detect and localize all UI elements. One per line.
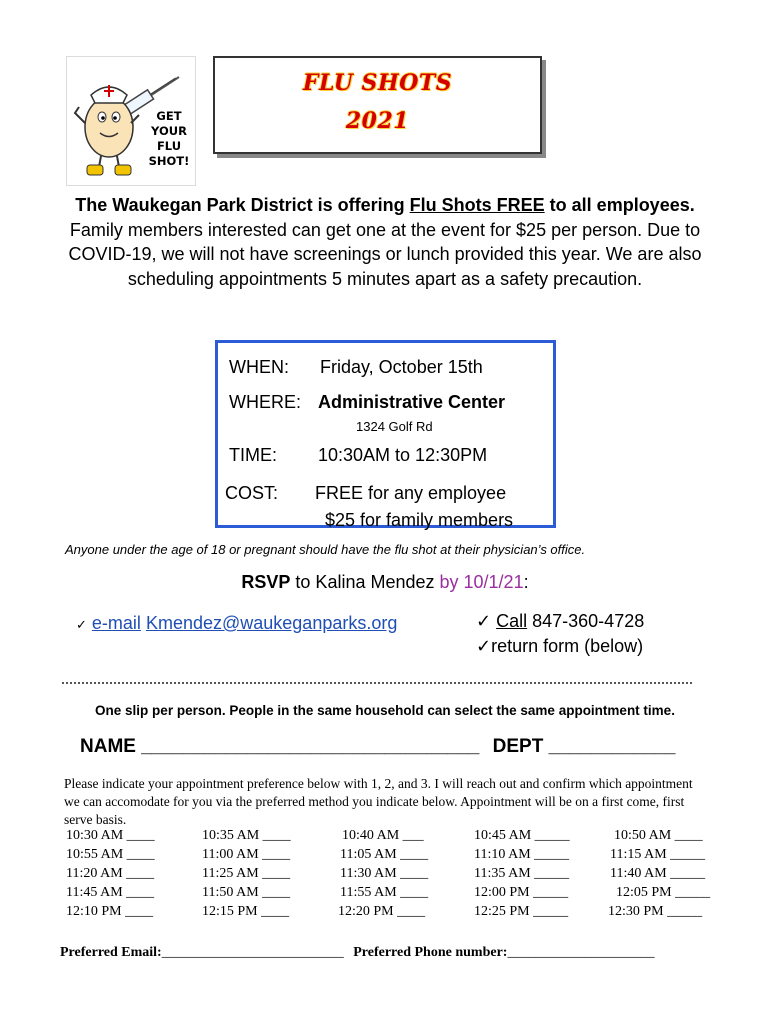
rsvp-deadline: by 10/1/21	[439, 572, 524, 592]
bubble-line: YOUR	[151, 124, 187, 138]
email-contact	[76, 613, 397, 634]
time-label: TIME:	[229, 445, 277, 465]
bubble-line: GET	[156, 109, 182, 123]
call-label: Call	[496, 611, 528, 631]
where-label: WHERE:	[229, 392, 301, 412]
intro-bold-underline: Flu Shots FREE	[409, 195, 545, 215]
bubble-line: SHOT!	[148, 154, 190, 168]
return-form-text: return form (below)	[491, 636, 644, 656]
one-slip-note: One slip per person. People in the same household can select the same appointment time.	[95, 703, 675, 718]
cost-value-employee: FREE for any employee	[315, 483, 507, 503]
appointment-instructions: Please indicate your appointment preference below with 1, 2, and 3. I will reach out and confirm which appointment we can accomodate for you via the preferred method you indicate below. Appointment will be on a first come, first serve basis.	[64, 776, 693, 827]
time-slot[interactable]: 11:15 AM _____	[610, 847, 706, 862]
phone-contact	[476, 611, 644, 632]
name-field[interactable]: ________________________________	[141, 736, 480, 757]
where-value: Administrative Center	[318, 392, 506, 412]
time-slot[interactable]: 11:05 AM ____	[340, 847, 429, 862]
checkmark-icon: ✓	[476, 611, 492, 631]
checkmark-icon: ✓	[76, 617, 87, 632]
cost-label: COST:	[225, 483, 279, 503]
preferred-email-label: Preferred Email:	[60, 945, 162, 960]
when-value: Friday, October 15th	[320, 357, 483, 377]
time-slot[interactable]: 12:05 PM _____	[616, 885, 711, 900]
email-link[interactable]: Kmendez@waukeganparks.org	[145, 613, 398, 633]
preferred-phone-label: Preferred Phone number:	[353, 945, 508, 960]
dept-label: DEPT	[492, 736, 544, 757]
when-label: WHEN:	[229, 357, 289, 377]
preferred-contact-row	[60, 945, 654, 961]
rsvp-colon: :	[523, 572, 529, 592]
time-slot[interactable]: 12:00 PM _____	[474, 885, 569, 900]
time-slot[interactable]: 10:35 AM ____	[202, 828, 291, 843]
time-slot[interactable]: 11:00 AM ____	[202, 847, 291, 862]
time-slot[interactable]: 11:30 AM ____	[340, 866, 429, 881]
intro-bold-lead: The Waukegan Park District is offering	[75, 195, 410, 215]
rsvp-to: to Kalina Mendez	[290, 572, 440, 592]
intro-bold-tail: to all employees.	[544, 195, 695, 215]
where-address: 1324 Golf Rd	[356, 419, 433, 434]
time-slot[interactable]: 10:45 AM _____	[474, 828, 570, 843]
time-slot[interactable]: 11:20 AM ____	[66, 866, 155, 881]
time-slot[interactable]: 12:10 PM ____	[66, 904, 154, 919]
checkmark-icon: ✓	[476, 636, 492, 656]
rsvp-label: RSVP	[241, 572, 291, 592]
event-details-box	[215, 340, 556, 528]
time-slot[interactable]: 11:25 AM ____	[202, 866, 291, 881]
time-slot[interactable]: 10:40 AM ___	[342, 828, 424, 843]
time-slot[interactable]: 11:35 AM _____	[474, 866, 570, 881]
time-slot[interactable]: 12:30 PM _____	[608, 904, 703, 919]
dept-field[interactable]: ____________	[548, 736, 676, 757]
bubble-line: FLU	[156, 139, 182, 153]
time-slot[interactable]: 11:40 AM _____	[610, 866, 706, 881]
time-value: 10:30AM to 12:30PM	[318, 445, 488, 465]
age-pregnancy-note: Anyone under the age of 18 or pregnant should have the flu shot at their physician’s office.	[65, 542, 586, 557]
email-label[interactable]: e-mail	[91, 613, 141, 633]
time-slot[interactable]: 10:55 AM ____	[66, 847, 155, 862]
phone-number: 847-360-4728	[527, 611, 645, 631]
time-slot[interactable]: 12:15 PM ____	[202, 904, 290, 919]
cost-value-family: $25 for family members	[325, 510, 514, 530]
time-slot[interactable]: 10:30 AM ____	[66, 828, 155, 843]
return-form-option	[476, 636, 643, 657]
title-year: 2021	[345, 108, 410, 134]
time-slot[interactable]: 11:10 AM _____	[474, 847, 570, 862]
title-box	[213, 56, 542, 154]
time-slot[interactable]: 11:45 AM ____	[66, 885, 155, 900]
preferred-phone-field[interactable]: _____________________	[507, 945, 655, 960]
page-title: FLU SHOTS	[302, 70, 453, 96]
time-slot[interactable]: 11:50 AM ____	[202, 885, 291, 900]
clipart-speech-bubble	[143, 109, 195, 169]
intro-body: Family members interested can get one at the event for $25 per person. Due to COVID-19, we will not have screenings or lunch provided this year. We are also scheduling appointments 5 minutes apart as a safety precaution.	[68, 219, 702, 289]
time-slot[interactable]: 10:50 AM ____	[614, 828, 703, 843]
preferred-email-field[interactable]: __________________________	[161, 945, 344, 960]
time-slot[interactable]: 12:25 PM _____	[474, 904, 569, 919]
name-label: NAME	[80, 736, 136, 757]
time-slot[interactable]: 11:55 AM ____	[340, 885, 429, 900]
flu-shot-clipart	[66, 56, 196, 186]
intro-paragraph	[64, 193, 706, 291]
cut-line-divider	[62, 682, 692, 684]
rsvp-line	[0, 572, 770, 593]
name-dept-row	[80, 736, 675, 758]
time-slot[interactable]: 12:20 PM ____	[338, 904, 426, 919]
